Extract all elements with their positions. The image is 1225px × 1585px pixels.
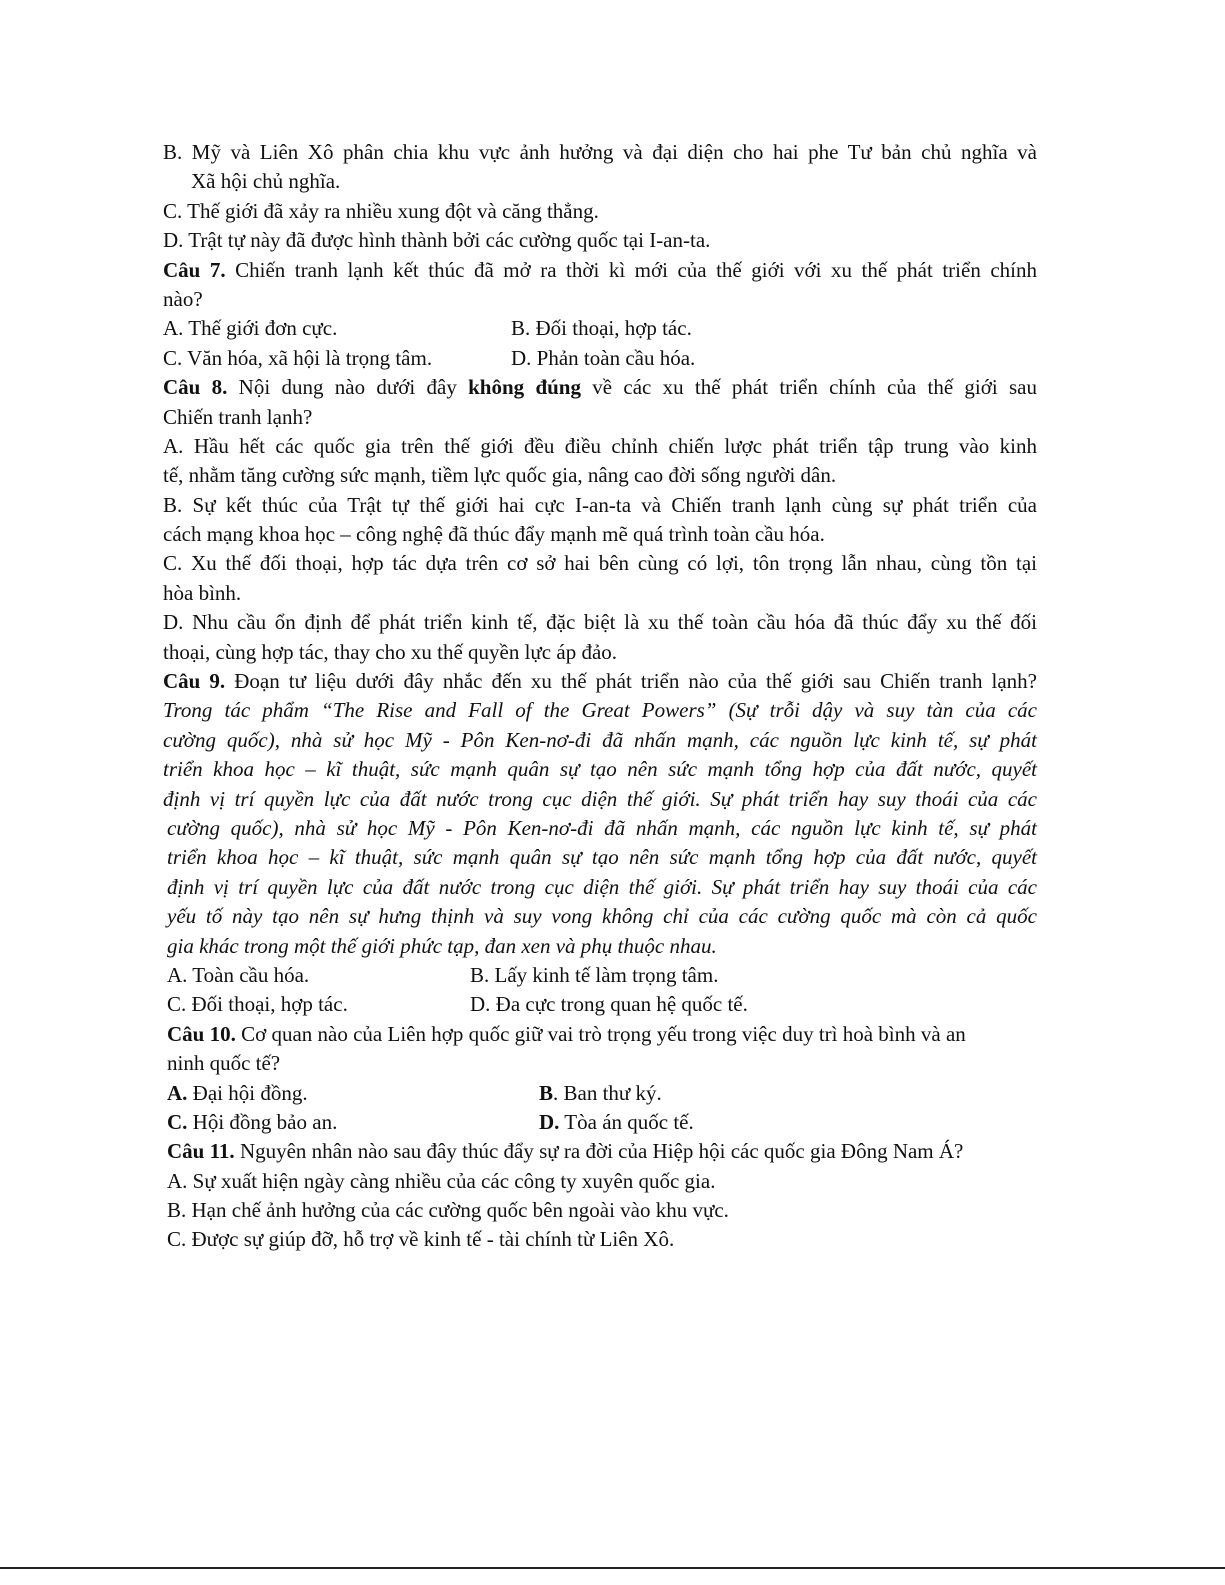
q8-option-b-line2: cách mạng khoa học – công nghệ đã thúc đẩy mạnh mẽ quá trình toàn cầu hóa. bbox=[163, 522, 825, 547]
q9-options-row1 bbox=[163, 961, 1037, 990]
q8-option-d-line2: thoại, cùng hợp tác, thay cho xu thế quyền lực áp đảo. bbox=[163, 639, 618, 664]
q8-stem-line2: Chiến tranh lạnh? bbox=[163, 404, 313, 429]
q11-stem-text: Nguyên nhân nào sau đây thúc đẩy sự ra đời của Hiệp hội các quốc gia Đông Nam Á? bbox=[234, 1139, 964, 1164]
q9-passage-line: cường quốc), nhà sử học Mỹ - Pôn Ken-nơ-đi đã nhấn mạnh, các nguồn lực kinh tế, sự phát bbox=[163, 727, 1037, 752]
q9-passage-line: định vị trí quyền lực của đất nước trong cục diện thế giới. Sự phát triển hay suy thoái của các bbox=[163, 786, 1037, 811]
q7-options-row2 bbox=[163, 344, 1037, 373]
q9-passage-line: triển khoa học – kĩ thuật, sức mạnh quân sự tạo nên sức mạnh tổng hợp của đất nước, quyết bbox=[163, 757, 1037, 782]
q10-option-d bbox=[539, 1108, 694, 1137]
q6-option-b-line1: B. Mỹ và Liên Xô phân chia khu vực ảnh hưởng và đại diện cho hai phe Tư bản chủ nghĩa và bbox=[163, 140, 1037, 164]
q10-option-b bbox=[539, 1079, 662, 1108]
q10-options-row1 bbox=[163, 1079, 1037, 1108]
q11-stem bbox=[163, 1137, 1037, 1166]
q8-label: Câu 8. bbox=[163, 375, 228, 400]
q7-stem-text: Chiến tranh lạnh kết thúc đã mở ra thời kì mới của thế giới với xu thế phát triển chính bbox=[225, 257, 1037, 282]
q9-stem bbox=[163, 667, 1037, 696]
q10-stem-line2: ninh quốc tế? bbox=[167, 1051, 281, 1076]
q9-passage-line: yếu tố này tạo nên sự hưng thịnh và suy vong không chỉ của các cường quốc mà còn cả quốc bbox=[167, 904, 1037, 929]
q9-passage bbox=[163, 696, 1037, 961]
q9-passage-line: cường quốc), nhà sử học Mỹ - Pôn Ken-nơ-đi đã nhấn mạnh, các nguồn lực kinh tế, sự phát bbox=[167, 815, 1037, 840]
q8-option-b-line1: B. Sự kết thúc của Trật tự thế giới hai cực I-an-ta và Chiến tranh lạnh cùng sự phát triển của bbox=[163, 492, 1037, 517]
q10-option-a bbox=[167, 1079, 539, 1108]
q10-option-c-text: Hội đồng bảo an. bbox=[187, 1109, 338, 1134]
q10-stem-text: Cơ quan nào của Liên hợp quốc giữ vai trò trọng yếu trong việc duy trì hoà bình và an bbox=[235, 1021, 966, 1046]
q11-label: Câu 11. bbox=[167, 1139, 235, 1164]
q7-stem-line2: nào? bbox=[163, 286, 203, 311]
q6-option-c: C. Thế giới đã xảy ra nhiều xung đột và căng thẳng. bbox=[163, 198, 599, 223]
q10-option-b-key: B bbox=[539, 1080, 554, 1105]
q9-passage-line: Trong tác phẩm “The Rise and Fall of the Great Powers” (Sự trỗi dậy và suy tàn của các bbox=[163, 698, 1037, 723]
q10-option-d-key: D. bbox=[539, 1109, 560, 1134]
q10-option-d-text: Tòa án quốc tế. bbox=[559, 1109, 694, 1134]
q6-option-d: D. Trật tự này đã được hình thành bởi các cường quốc tại I-an-ta. bbox=[163, 228, 711, 253]
q9-option-d: D. Đa cực trong quan hệ quốc tế. bbox=[470, 992, 748, 1017]
q10-options-row2 bbox=[163, 1108, 1037, 1137]
q9-options-row2 bbox=[163, 990, 1037, 1019]
q10-option-c bbox=[167, 1108, 539, 1137]
q8-option-a-line2: tế, nhằm tăng cường sức mạnh, tiềm lực quốc gia, nâng cao đời sống người dân. bbox=[163, 463, 837, 488]
q10-option-b-text: . Ban thư ký. bbox=[553, 1080, 662, 1105]
q8-stem-emphasis: không đúng bbox=[468, 375, 581, 400]
q7-option-d: D. Phản toàn cầu hóa. bbox=[511, 345, 696, 370]
q9-stem-text: Đoạn tư liệu dưới đây nhắc đến xu thế phát triển nào của thế giới sau Chiến tranh lạnh? bbox=[225, 669, 1037, 694]
q9-option-b: B. Lấy kinh tế làm trọng tâm. bbox=[470, 962, 719, 987]
q11-option-a: A. Sự xuất hiện ngày càng nhiều của các công ty xuyên quốc gia. bbox=[167, 1168, 716, 1193]
q10-label: Câu 10. bbox=[167, 1021, 236, 1046]
q7-stem bbox=[163, 256, 1037, 285]
q8-option-c-line1: C. Xu thế đối thoại, hợp tác dựa trên cơ sở hai bên cùng có lợi, tôn trọng lẫn nhau, cùng tồn tại bbox=[163, 551, 1037, 576]
q8-option-a-line1: A. Hầu hết các quốc gia trên thế giới đều điều chỉnh chiến lược phát triển tập trung vào kinh bbox=[163, 433, 1037, 458]
q7-option-a: A. Thế giới đơn cực. bbox=[163, 316, 338, 341]
q9-passage-line: triển khoa học – kĩ thuật, sức mạnh quân sự tạo nên sức mạnh tổng hợp của đất nước, quyết bbox=[167, 845, 1037, 870]
q11-option-c: C. Được sự giúp đỡ, hỗ trợ về kinh tế - tài chính từ Liên Xô. bbox=[167, 1227, 675, 1252]
q9-passage-line: gia khác trong một thế giới phức tạp, đan xen và phụ thuộc nhau. bbox=[167, 933, 717, 958]
q9-option-a: A. Toàn cầu hóa. bbox=[167, 962, 310, 987]
q9-label: Câu 9. bbox=[163, 669, 226, 694]
q7-label: Câu 7. bbox=[163, 257, 226, 282]
q10-option-a-key: A. bbox=[167, 1080, 188, 1105]
q6-option-b-line2: Xã hội chủ nghĩa. bbox=[191, 169, 341, 194]
q8-stem-post: về các xu thế phát triển chính của thế giới sau bbox=[580, 375, 1037, 400]
q8-option-c-line2: hòa bình. bbox=[163, 580, 242, 605]
q8-stem-pre: Nội dung nào dưới đây bbox=[227, 375, 469, 400]
exam-content bbox=[163, 138, 1037, 1255]
q10-option-c-key: C. bbox=[167, 1109, 188, 1134]
q7-options-row1 bbox=[163, 314, 1037, 343]
q9-passage-line: định vị trí quyền lực của đất nước trong cục diện thế giới. Sự phát triển hay suy thoái của các bbox=[167, 874, 1037, 899]
q7-option-b: B. Đối thoại, hợp tác. bbox=[511, 316, 692, 341]
q9-option-c: C. Đối thoại, hợp tác. bbox=[167, 992, 348, 1017]
q11-option-b: B. Hạn chế ảnh hưởng của các cường quốc bên ngoài vào khu vực. bbox=[167, 1198, 729, 1223]
q10-option-a-text: Đại hội đồng. bbox=[187, 1080, 308, 1105]
q10-stem bbox=[163, 1020, 1037, 1049]
q8-option-d-line1: D. Nhu cầu ổn định để phát triển kinh tế, đặc biệt là xu thế toàn cầu hóa đã thúc đẩy xu thế đối bbox=[163, 610, 1037, 635]
page-bottom-rule bbox=[0, 1567, 1225, 1569]
q7-option-c: C. Văn hóa, xã hội là trọng tâm. bbox=[163, 345, 433, 370]
q8-stem bbox=[163, 373, 1037, 402]
